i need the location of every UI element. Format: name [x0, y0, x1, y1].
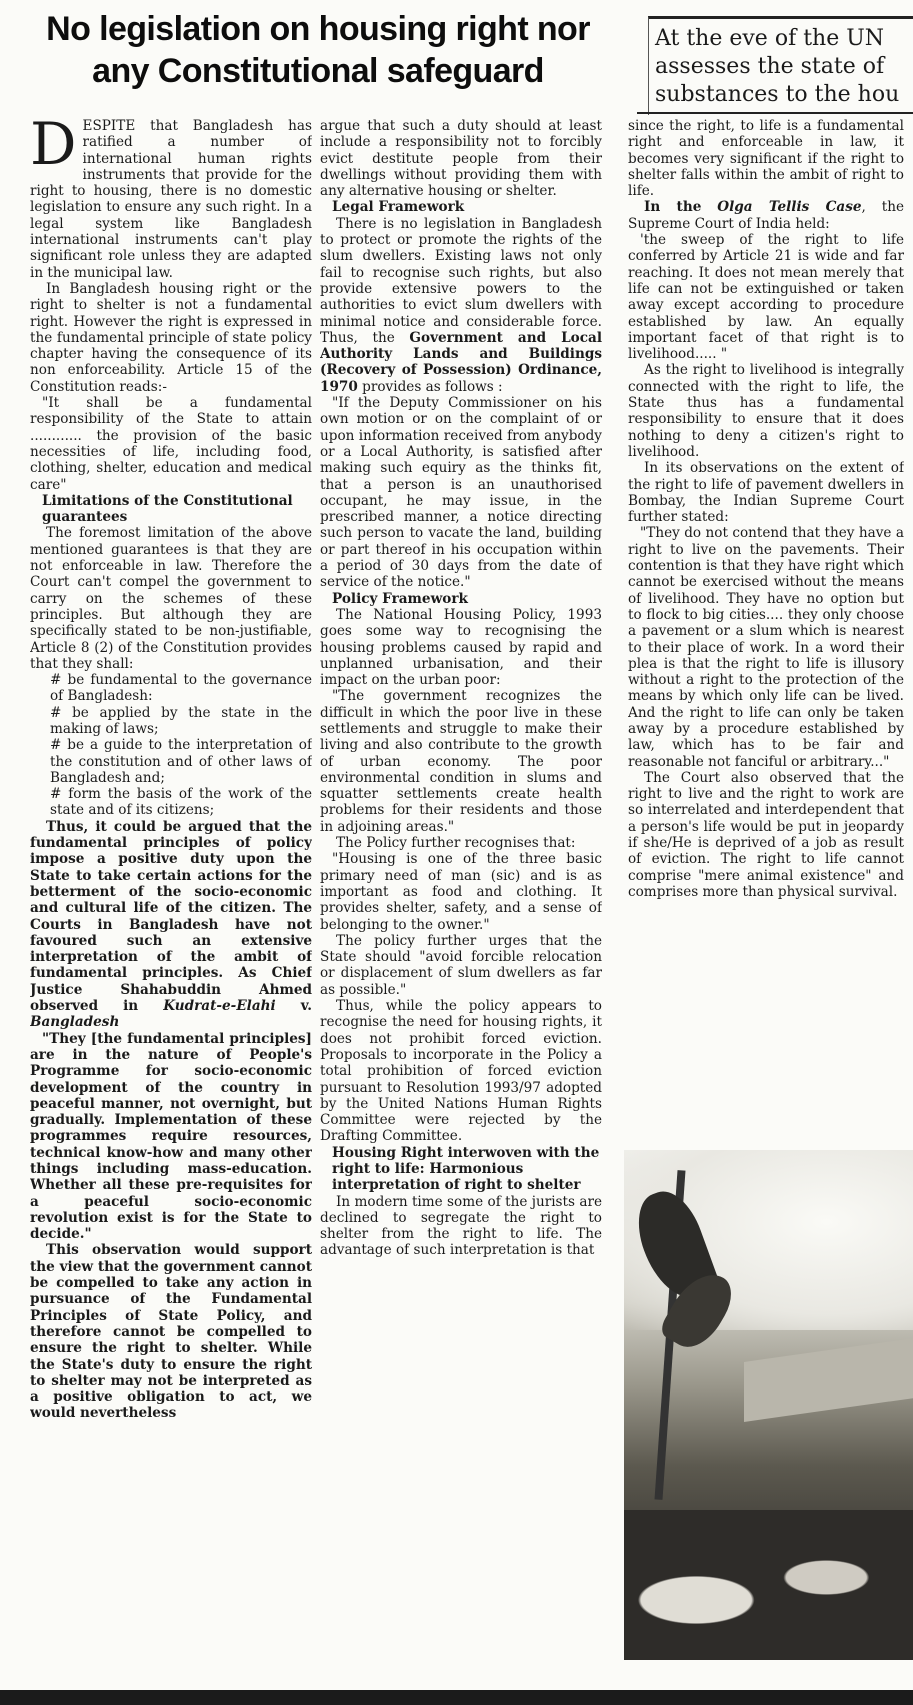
- case-citation: Kudrat-e-Elahi: [163, 998, 276, 1015]
- paragraph: argue that such a duty should at least include a responsibility not to forcibly evict destitute people from their dwellings without providing them with any alternative housing or shelter.: [320, 118, 602, 200]
- paragraph: The National Housing Policy, 1993 goes some way to recognising the housing problems caused by rapid and unplanned urbanisation, and their impact on the urban poor:: [320, 606, 602, 689]
- list-item: # form the basis of the work of the state and of its citizens;: [50, 786, 312, 819]
- adjacent-line-2: assesses the state of: [655, 54, 885, 79]
- case-intro: In the: [644, 199, 702, 216]
- paragraph: [30, 118, 312, 281]
- photo-people: [624, 1510, 913, 1660]
- article-column-2: [320, 118, 602, 1678]
- paragraph: As the right to livelihood is integrally connected with the right to life, the State thus has a fundamental responsibility to ensure that it does nothing to deny a citizen's right to livelihood.: [628, 362, 904, 460]
- article-column-1: [30, 118, 312, 1678]
- ordinance-title: Government and Local Authority Lands and Buildings (Recovery of Possession) Ordinance, 1970: [320, 329, 602, 395]
- subheading: Housing Right interwoven with the right to life: Harmonious interpretation of right to shelter: [332, 1144, 600, 1194]
- quotation: "It shall be a fundamental responsibility of the State to attain ............ the provision of the basic necessities of life, including food, clothing, shelter, education and medical care": [30, 395, 312, 493]
- article-column-3: [628, 118, 904, 1128]
- paragraph-text: Thus, it could be argued that the fundamental principles of policy impose a positive duty upon the State to take certain actions for the betterment of the socio-economic and cultural life of the citizen. The Courts in Bangladesh have not favoured such an extensive interpretation of the ambit of fundamental principles. As Chief Justice Shahabuddin Ahmed observed in: [30, 818, 312, 1015]
- list-item: # be a guide to the interpretation of the constitution and of other laws of Bangladesh and;: [50, 737, 312, 786]
- case-citation: Olga Tellis Case: [717, 199, 862, 216]
- list-item: # be applied by the state in the making of laws;: [50, 704, 312, 737]
- paragraph: The foremost limitation of the above mentioned guarantees is that they are not enforceable in law. Therefore the Court can't compel the government to carry on the schemes of these principles. But although they are specifically stated to be non-justifiable, Article 8 (2) of the Constitution provides that they shall:: [30, 525, 312, 672]
- adjacent-line-1: At the eve of the UN: [655, 26, 885, 51]
- paragraph: This observation would support the view that the government cannot be compelled to take any action in pursuance of the Fundamental Principles of State Policy, and therefore cannot be compelled to ensure the right to shelter. While the State's duty to ensure the right to shelter may not be interpreted as a positive obligation to act, we would nevertheless: [30, 1242, 312, 1422]
- paragraph: The Court also observed that the right to live and the right to work are so interrelated and interdependent that a person's life would be put in jeopardy if she/He is deprived of a job as result of eviction. The right to life cannot comprise "mere animal existence" and comprises more than physical survival.: [628, 769, 904, 900]
- paragraph: since the right, to life is a fundamental right and enforceable in law, it becomes very significant if the right to shelter falls within the ambit of right to life.: [628, 118, 904, 200]
- subheading: Legal Framework: [332, 199, 465, 216]
- paragraph: [628, 199, 904, 232]
- photo-roof: [744, 1338, 913, 1422]
- quotation: "Housing is one of the three basic primary need of man (sic) and is as important as food and clothing. It provides shelter, safety, and a sense of belonging to the owner.": [320, 851, 602, 933]
- quotation: "If the Deputy Commissioner on his own motion or on the complaint of or upon information received from anybody or a Local Authority, is satisfied after making such equiry as the thinks fit, that a person is an unauthorised occupant, he may issue, in the prescribed manner, a notice directing such person to vacate the land, building or part thereof in his occupation within a period of 30 days from the date of service of the notice.": [320, 395, 602, 591]
- paragraph: Thus, while the policy appears to recognise the need for housing rights, it does not prohibit forced eviction. Proposals to incorporate in the Policy a total prohibition of forced eviction pursuant to Resolution 1993/97 adopted by the United Nations Human Rights Committee were rejected by the Drafting Committee.: [320, 998, 602, 1145]
- paragraph: [30, 819, 312, 1031]
- paragraph-text: , the Supreme Court of India held:: [628, 199, 904, 232]
- subheading: Limitations of the Constitutional guarantees: [42, 492, 293, 526]
- subheading: Policy Framework: [332, 590, 468, 607]
- paragraph: In modern time some of the jurists are declined to segregate the right to shelter from the right to life. The advantage of such interpretation is that: [320, 1193, 602, 1259]
- paragraph: The Policy further recognises that:: [336, 835, 576, 852]
- headline-line-2: any Constitutional safeguard: [92, 52, 544, 90]
- paragraph: In Bangladesh housing right or the right to shelter is not a fundamental right. However the right is expressed in the fundamental principle of state policy chapter having the consequence of its non enforceability. Article 15 of the Constitution reads:-: [30, 280, 312, 395]
- paragraph: In its observations on the extent of the right to life of pavement dwellers in Bombay, the Indian Supreme Court further stated:: [628, 460, 904, 526]
- paragraph-text: ESPITE that Bangladesh has ratified a number of international human rights instruments that provide for the right to housing, there is no domestic legislation to ensure any such right. In a legal system like Bangladesh international instruments can't play significant role unless they are adapted in the municipal law.: [30, 118, 312, 281]
- quotation: "They [the fundamental principles] are in the nature of People's Programme for socio-economic development of the country in peaceful manner, not overnight, but gradually. Implementation of these programmes require resources, technical know-how and many other things including mass-education. Whether all these pre-requisites for a peaceful socio-economic revolution exist is for the State to decide.": [30, 1030, 312, 1243]
- column-rule: [637, 112, 913, 114]
- quotation: 'the sweep of the right to life conferred by Article 21 is wide and far reaching. It does not mean merely that life can not be extinguished or taken away except according to procedure established by law. An equally important facet of that right is to livelihood..... ": [628, 232, 904, 363]
- headline-line-1: No legislation on housing right nor: [46, 10, 590, 48]
- quotation: "The government recognizes the difficult in which the poor live in these settlements and struggle to make their living and also contribute to the growth of urban economy. The poor environmental condition in slums and squatter settlements create health problems for their residents and those in adjoining areas.": [320, 688, 602, 835]
- quotation: "They do not contend that they have a right to live on the pavements. Their contention is that they have right which cannot be exercised without the means of livelihood. They have no option but to flock to big cities.... they only choose a pavement or a slum which is nearest to their place of work. In a word their plea is that the right to life is illusory without a right to the protection of the means by which only life can be lived. And the right to life can only be taken away by a procedure established by law, which has to be fair and reasonable not fanciful or arbitrary...": [628, 525, 904, 770]
- paragraph-text: There is no legislation in Bangladesh to protect or promote the rights of the slum dwellers. Existing laws not only fail to recognise such rights, but also provide extensive powers to the authorities to evict slum dwellers with minimal notice and considerable force. Thus, the: [320, 215, 602, 346]
- adjacent-article-headline: [648, 16, 913, 115]
- bottom-border: [0, 1690, 913, 1705]
- drop-cap: D: [30, 118, 77, 178]
- slum-photo: [624, 1150, 913, 1660]
- versus: v.: [300, 998, 312, 1015]
- paragraph: The policy further urges that the State should "avoid forcible relocation or displacement of slum dwellers as far as possible.": [320, 932, 602, 998]
- paragraph: [320, 216, 602, 395]
- case-citation-b: Bangladesh: [30, 1014, 120, 1031]
- list-item: # be fundamental to the governance of Bangladesh:: [50, 672, 312, 705]
- paragraph-text: provides as follows :: [362, 378, 503, 395]
- headline: [18, 8, 618, 92]
- adjacent-line-3: substances to the hou: [655, 82, 900, 107]
